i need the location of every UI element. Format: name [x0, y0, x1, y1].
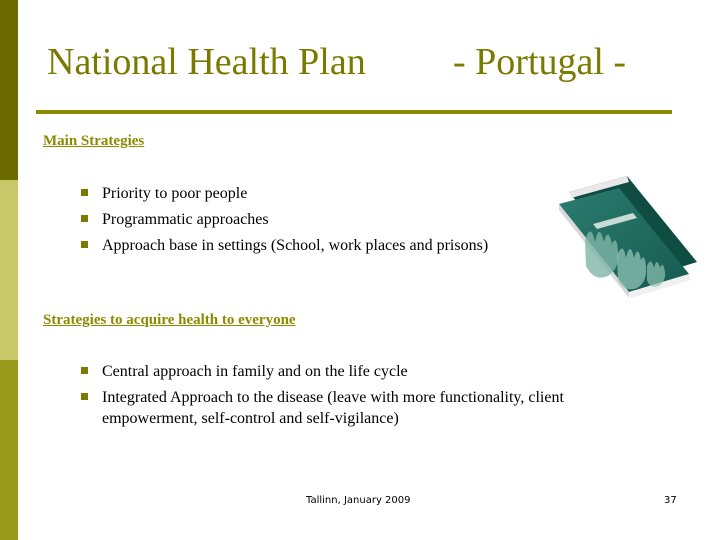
slide-title: National Health Plan	[47, 41, 366, 83]
list-item	[80, 209, 550, 230]
list-item-text: Approach base in settings (School, work places and prisons)	[102, 237, 489, 254]
square-bullet-icon	[81, 393, 88, 400]
decorative-sidebar	[0, 0, 18, 540]
list-item	[80, 235, 550, 256]
title-divider	[36, 110, 672, 114]
slide-title-country: - Portugal -	[453, 41, 627, 83]
square-bullet-icon	[81, 189, 88, 196]
section-heading-strategies-health: Strategies to acquire health to everyone	[43, 312, 296, 328]
sidebar-segment-bottom	[0, 360, 18, 540]
list-item	[80, 387, 600, 429]
slide-page-number: 37	[664, 495, 677, 506]
main-strategies-list	[80, 183, 550, 261]
sidebar-segment-middle	[0, 180, 18, 360]
square-bullet-icon	[81, 241, 88, 248]
list-item	[80, 183, 550, 204]
health-strategies-list	[80, 361, 600, 434]
list-item-text: Integrated Approach to the disease (leave with more functionality, client empowerment, self-control and self-vigilance)	[102, 389, 564, 427]
footer-location-date: Tallinn, January 2009	[306, 495, 411, 506]
square-bullet-icon	[81, 367, 88, 374]
section-heading-main-strategies: Main Strategies	[43, 133, 145, 149]
sidebar-segment-top	[0, 0, 18, 180]
book-cover-image	[555, 170, 705, 310]
list-item-text: Priority to poor people	[102, 185, 248, 202]
square-bullet-icon	[81, 215, 88, 222]
list-item-text: Central approach in family and on the life cycle	[102, 363, 408, 380]
list-item	[80, 361, 600, 382]
list-item-text: Programmatic approaches	[102, 211, 269, 228]
